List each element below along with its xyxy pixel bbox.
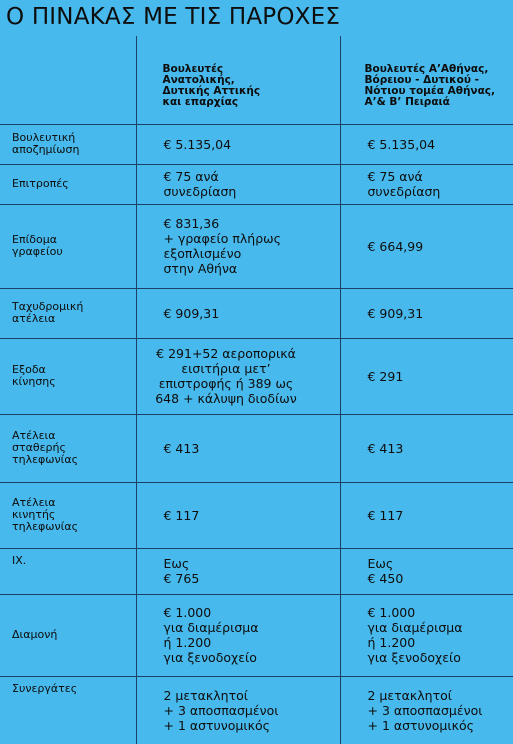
table-row [0,594,513,676]
row-label: Επίδομα γραφείου [0,204,136,288]
row-value-col2: € 831,36 + γραφείο πλήρως εξοπλισμένο στην Αθήνα [136,204,340,288]
header-row [0,36,513,124]
row-value-col2: € 413 [136,414,340,482]
row-value-col2: € 117 [136,482,340,548]
row-label: Επιτροπές [0,164,136,204]
row-value-col2: 2 μετακλητοί + 3 αποσπασμένοι + 1 αστυνομικός [136,676,340,744]
row-value-col2: € 1.000 για διαμέρισμα ή 1.200 για ξενοδοχείο [136,594,340,676]
row-value-col3: € 664,99 [340,204,513,288]
row-value-col2: € 909,31 [136,288,340,338]
benefits-table [0,36,513,744]
row-value-col3: € 909,31 [340,288,513,338]
row-value-col2: Εως € 765 [136,548,340,594]
page-title: Ο ΠΙΝΑΚΑΣ ΜΕ ΤΙΣ ΠΑΡΟΧΕΣ [6,4,341,30]
table-row [0,204,513,288]
table-row [0,124,513,164]
row-value-col3: 2 μετακλητοί + 3 αποσπασμένοι + 1 αστυνομικός [340,676,513,744]
table-row [0,338,513,414]
table-row [0,548,513,594]
header-col-athens-mps: Βουλευτές Α’Αθήνας, Βόρειου - Δυτικού - Νότιου τομέα Αθήνας, Α’& Β’ Πειραιά [340,36,513,124]
row-value-col3: € 75 ανά συνεδρίαση [340,164,513,204]
row-label: Ταχυδρομική ατέλεια [0,288,136,338]
header-empty-cell [0,36,136,124]
row-value-col3: € 1.000 για διαμέρισμα ή 1.200 για ξενοδοχείο [340,594,513,676]
row-value-col3: € 117 [340,482,513,548]
row-value-col3: € 413 [340,414,513,482]
row-value-col2: € 75 ανά συνεδρίαση [136,164,340,204]
table-row [0,164,513,204]
row-label: Συνεργάτες [0,676,136,744]
row-label: Ατέλεια κινητής τηλεφωνίας [0,482,136,548]
row-value-col3: Εως € 450 [340,548,513,594]
row-value-col2: € 5.135,04 [136,124,340,164]
row-label: Βουλευτική αποζημίωση [0,124,136,164]
table-row [0,414,513,482]
table-row [0,288,513,338]
table-row [0,482,513,548]
row-label: Εξοδα κίνησης [0,338,136,414]
row-value-col3: € 5.135,04 [340,124,513,164]
row-value-col2: € 291+52 αεροπορικά εισιτήρια μετ’ επιστροφής ή 389 ως 648 + κάλυψη διοδίων [136,338,340,414]
header-col-outer-mps: Βουλευτές Ανατολικής, Δυτικής Αττικής και επαρχίας [136,36,340,124]
row-value-col3: € 291 [340,338,513,414]
table-row [0,676,513,744]
row-label: ΙΧ. [0,548,136,594]
row-label: Ατέλεια σταθερής τηλεφωνίας [0,414,136,482]
row-label: Διαμονή [0,594,136,676]
